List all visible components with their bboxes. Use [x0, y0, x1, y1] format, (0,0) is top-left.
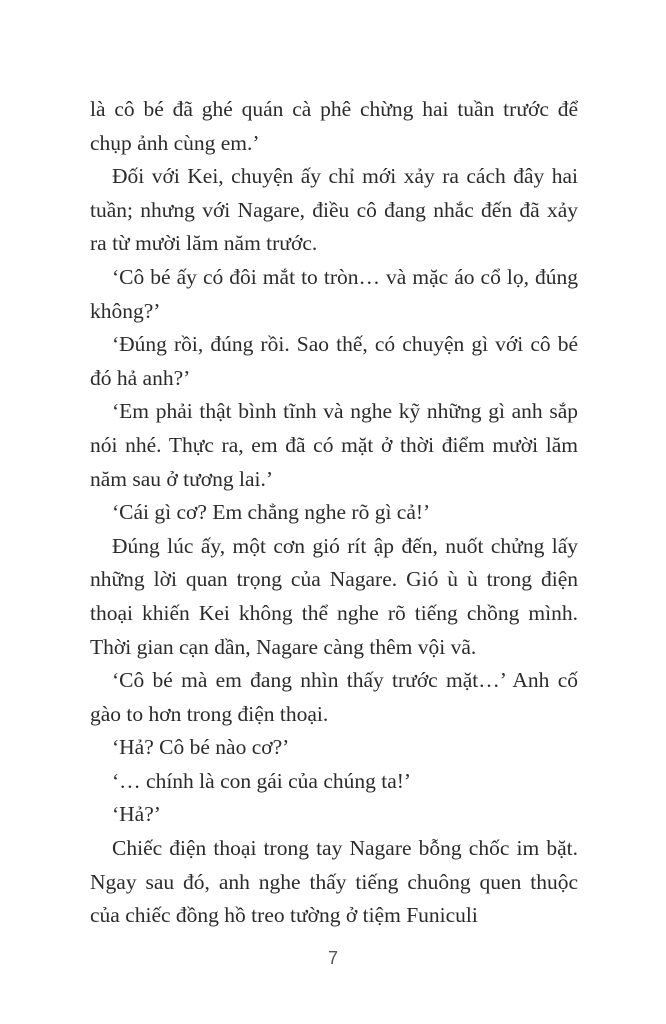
paragraph: Chiếc điện thoại trong tay Nagare bỗng chốc im bặt. Ngay sau đó, anh nghe thấy tiếng chuông quen thuộc của chiếc đồng hồ treo tường ở tiệm Funiculi	[90, 836, 578, 928]
paragraph: ‘Cô bé mà em đang nhìn thấy trước mặt…’ Anh cố gào to hơn trong điện thoại.	[90, 668, 578, 726]
paragraph: ‘Cái gì cơ? Em chẳng nghe rõ gì cả!’	[112, 500, 431, 525]
paragraph: ‘Đúng rồi, đúng rồi. Sao thế, có chuyện gì với cô bé đó hả anh?’	[90, 332, 578, 390]
paragraph: Đối với Kei, chuyện ấy chỉ mới xảy ra cách đây hai tuần; nhưng với Nagare, điều cô đang nhắc đến đã xảy ra từ mười lăm năm trước.	[90, 164, 578, 256]
page-body	[90, 93, 578, 933]
paragraph: ‘Hả? Cô bé nào cơ?’	[112, 735, 290, 760]
paragraph: là cô bé đã ghé quán cà phê chừng hai tuần trước để chụp ảnh cùng em.’	[90, 97, 578, 155]
paragraph: Đúng lúc ấy, một cơn gió rít ập đến, nuốt chửng lấy những lời quan trọng của Nagare. Gió ù ù trong điện thoại khiến Kei không thể nghe rõ tiếng chồng mình. Thời gian cạn dần, Nagare càng thêm vội vã.	[90, 533, 578, 659]
paragraph: ‘Cô bé ấy có đôi mắt to tròn… và mặc áo cổ lọ, đúng không?’	[90, 264, 578, 323]
page-number: 7	[327, 948, 338, 968]
paragraph: ‘Em phải thật bình tĩnh và nghe kỹ những gì anh sắp nói nhé. Thực ra, em đã có mặt ở thời điểm mười lăm năm sau ở tương lai.’	[90, 399, 578, 491]
paragraph: ‘Hả?’	[112, 802, 161, 827]
paragraph: ‘… chính là con gái của chúng ta!’	[112, 768, 412, 793]
